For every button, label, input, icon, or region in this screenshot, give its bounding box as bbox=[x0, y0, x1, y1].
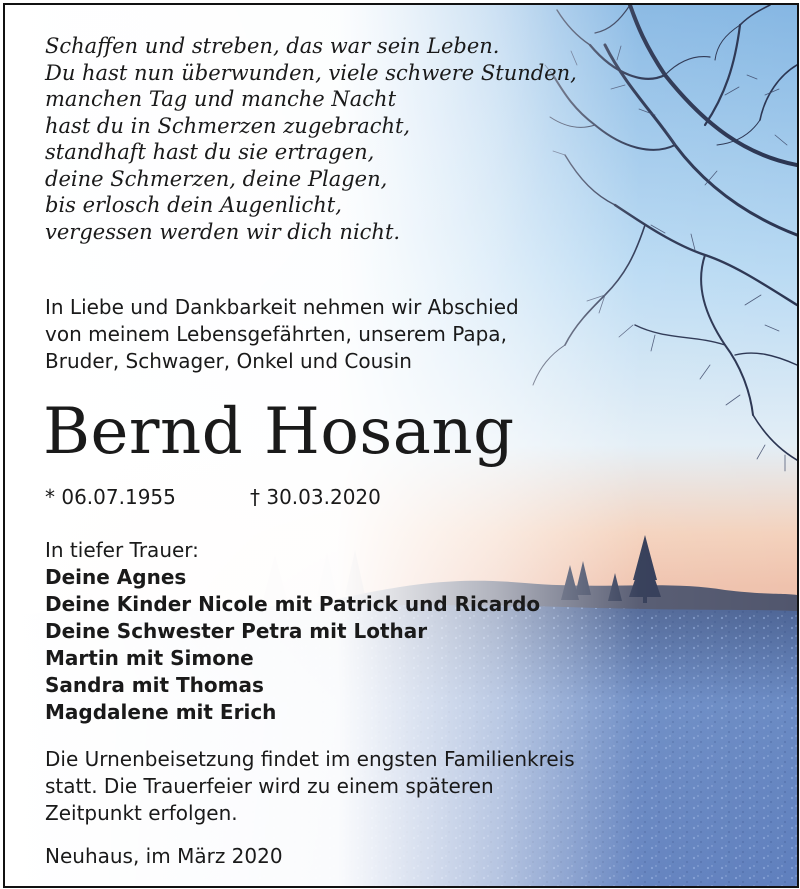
poem-line: vergessen werden wir dich nicht. bbox=[45, 219, 401, 244]
intro-line: In Liebe und Dankbarkeit nehmen wir Abschied bbox=[45, 295, 519, 319]
place-and-date: Neuhaus, im März 2020 bbox=[45, 844, 283, 868]
poem-line: hast du in Schmerzen zugebracht, bbox=[45, 113, 411, 138]
death-date: † 30.03.2020 bbox=[250, 485, 381, 509]
poem-line: standhaft hast du sie ertragen, bbox=[45, 140, 375, 164]
farewell-intro bbox=[45, 294, 519, 375]
obituary-frame bbox=[3, 3, 799, 888]
poem-line: manchen Tag und manche Nacht bbox=[45, 87, 397, 111]
deceased-name: Bernd Hosang bbox=[43, 395, 515, 469]
poem-line: deine Schmerzen, deine Plagen, bbox=[45, 166, 388, 191]
intro-line: Bruder, Schwager, Onkel und Cousin bbox=[45, 349, 412, 373]
mourner-entry: Deine Agnes bbox=[45, 565, 187, 589]
life-dates bbox=[45, 483, 381, 511]
mourner-entry: Deine Schwester Petra mit Lothar bbox=[45, 619, 428, 643]
intro-line: von meinem Lebensgefährten, unserem Papa, bbox=[45, 322, 507, 346]
mourning-label: In tiefer Trauer: bbox=[45, 538, 199, 562]
notice-line: statt. Die Trauerfeier wird zu einem späteren bbox=[45, 774, 494, 798]
mourner-entry: Magdalene mit Erich bbox=[45, 700, 277, 724]
mourner-entry: Martin mit Simone bbox=[45, 646, 254, 670]
mourners-list bbox=[45, 564, 540, 726]
poem-line: bis erlosch dein Augenlicht, bbox=[45, 193, 342, 217]
funeral-notice bbox=[45, 746, 575, 827]
notice-line: Die Urnenbeisetzung findet im engsten Familienkreis bbox=[45, 747, 575, 771]
poem-line: Du hast nun überwunden, viele schwere Stunden, bbox=[45, 60, 577, 85]
birth-date: * 06.07.1955 bbox=[45, 485, 176, 509]
mourner-entry: Deine Kinder Nicole mit Patrick und Ricardo bbox=[45, 592, 541, 616]
memorial-poem bbox=[45, 33, 577, 245]
notice-line: Zeitpunkt erfolgen. bbox=[45, 801, 238, 825]
mourner-entry: Sandra mit Thomas bbox=[45, 673, 264, 697]
poem-line: Schaffen und streben, das war sein Leben. bbox=[45, 34, 500, 58]
